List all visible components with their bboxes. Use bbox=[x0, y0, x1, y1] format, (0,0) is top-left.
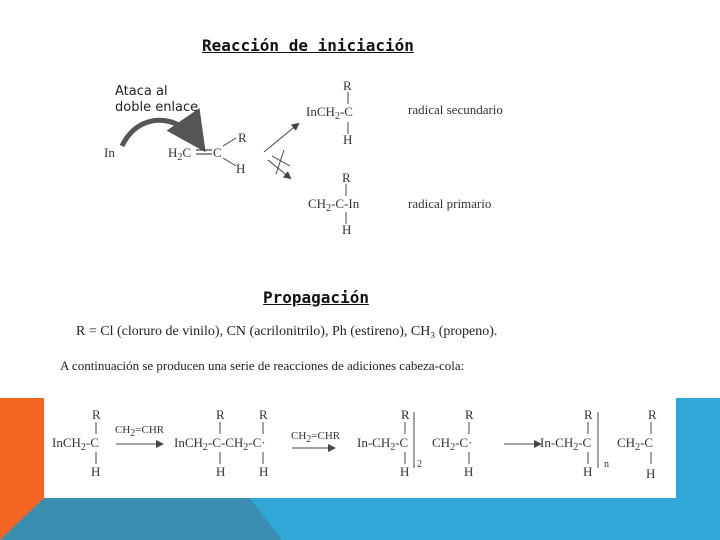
secondary-right: -C bbox=[339, 104, 353, 119]
step2-main bbox=[174, 435, 266, 453]
step3-repeat-subscript: 2 bbox=[417, 459, 422, 470]
secondary-left-sub: 2 bbox=[334, 111, 340, 122]
step4-h2: H bbox=[646, 466, 656, 481]
step3-left bbox=[357, 435, 408, 453]
step4-left-a: In-CH bbox=[540, 435, 574, 450]
continuation-text: A continuación se producen una serie de reacciones de adiciones cabeza-cola: bbox=[60, 358, 465, 373]
step1-r: R bbox=[92, 407, 101, 422]
monomer-h: H bbox=[168, 145, 178, 160]
reagent-1-a: CH bbox=[115, 424, 131, 436]
annotation-line-1: Ataca al bbox=[115, 84, 168, 99]
step3-h1: H bbox=[400, 464, 410, 479]
primary-label: radical primario bbox=[408, 196, 492, 211]
initiation-title: Reacción de iniciación bbox=[202, 36, 414, 55]
step3-right-a: CH bbox=[432, 435, 451, 450]
step4-right bbox=[617, 435, 653, 453]
step3-right-sub: 2 bbox=[450, 442, 456, 453]
step4-h1: H bbox=[583, 464, 593, 479]
step4-left bbox=[540, 435, 591, 453]
step4-right-sub: 2 bbox=[635, 442, 641, 453]
reagent-2 bbox=[291, 430, 340, 445]
secondary-r: R bbox=[343, 78, 352, 93]
step4-right-a: CH bbox=[617, 435, 636, 450]
step2-main-a: InCH bbox=[174, 435, 203, 450]
step2-main-end: -C· bbox=[248, 435, 266, 450]
secondary-label: radical secundario bbox=[408, 102, 503, 117]
reagent-2-a: CH bbox=[291, 430, 307, 442]
reagent-2-b: =CHR bbox=[311, 430, 341, 442]
step4-r2: R bbox=[648, 407, 657, 422]
reagent-1-b: =CHR bbox=[135, 424, 165, 436]
step1-main bbox=[52, 435, 99, 453]
step3-left-sub: 2 bbox=[390, 442, 396, 453]
monomer-r: R bbox=[238, 130, 247, 145]
step3-right-end: -C· bbox=[455, 435, 473, 450]
monomer-h-sub: 2 bbox=[177, 152, 183, 163]
step3-h2: H bbox=[464, 464, 474, 479]
step2-main-sub: 2 bbox=[202, 442, 208, 453]
initiator-in: In bbox=[104, 145, 115, 160]
primary-h: H bbox=[342, 222, 352, 237]
step2-h2: H bbox=[259, 464, 269, 479]
reagent-1-sub: 2 bbox=[130, 428, 136, 439]
annotation-line-2: doble enlace bbox=[115, 100, 199, 115]
step2-r2: R bbox=[259, 407, 268, 422]
step1-h: H bbox=[91, 464, 101, 479]
primary-r: R bbox=[342, 170, 351, 185]
step4-left-end: -C bbox=[578, 435, 592, 450]
propagation-title: Propagación bbox=[263, 288, 369, 307]
step1-main-end: -C bbox=[85, 435, 99, 450]
monomer-h-sub-atom: H bbox=[236, 161, 246, 176]
reagent-1 bbox=[115, 424, 164, 439]
monomer-c: C bbox=[213, 145, 222, 160]
step3-left-end: -C bbox=[395, 435, 409, 450]
step1-main-a: InCH bbox=[52, 435, 81, 450]
primary-right: -C-In bbox=[331, 196, 360, 211]
monomer-c-eq: C bbox=[182, 145, 192, 160]
step2-h1: H bbox=[216, 464, 226, 479]
step3-left-a: In-CH bbox=[357, 435, 391, 450]
step2-main-mid-sub: 2 bbox=[243, 442, 249, 453]
step4-left-sub: 2 bbox=[573, 442, 579, 453]
step3-right bbox=[432, 435, 472, 453]
secondary-h: H bbox=[343, 132, 353, 147]
step1-main-sub: 2 bbox=[80, 442, 86, 453]
reagent-2-sub: 2 bbox=[306, 434, 312, 445]
secondary-left: InCH bbox=[306, 104, 335, 119]
step4-r1: R bbox=[584, 407, 593, 422]
step3-r2: R bbox=[465, 407, 474, 422]
r-definition: R = Cl (cloruro de vinilo), CN (acrilonitrilo), Ph (estireno), CH₃ (propeno). bbox=[76, 324, 498, 339]
step2-main-mid: -C-CH bbox=[207, 435, 244, 450]
step3-r1: R bbox=[401, 407, 410, 422]
step4-repeat-subscript: n bbox=[604, 459, 609, 470]
primary-left-sub: 2 bbox=[326, 203, 332, 214]
step4-right-end: -C bbox=[640, 435, 654, 450]
primary-left: CH bbox=[308, 196, 327, 211]
step2-r1: R bbox=[216, 407, 225, 422]
